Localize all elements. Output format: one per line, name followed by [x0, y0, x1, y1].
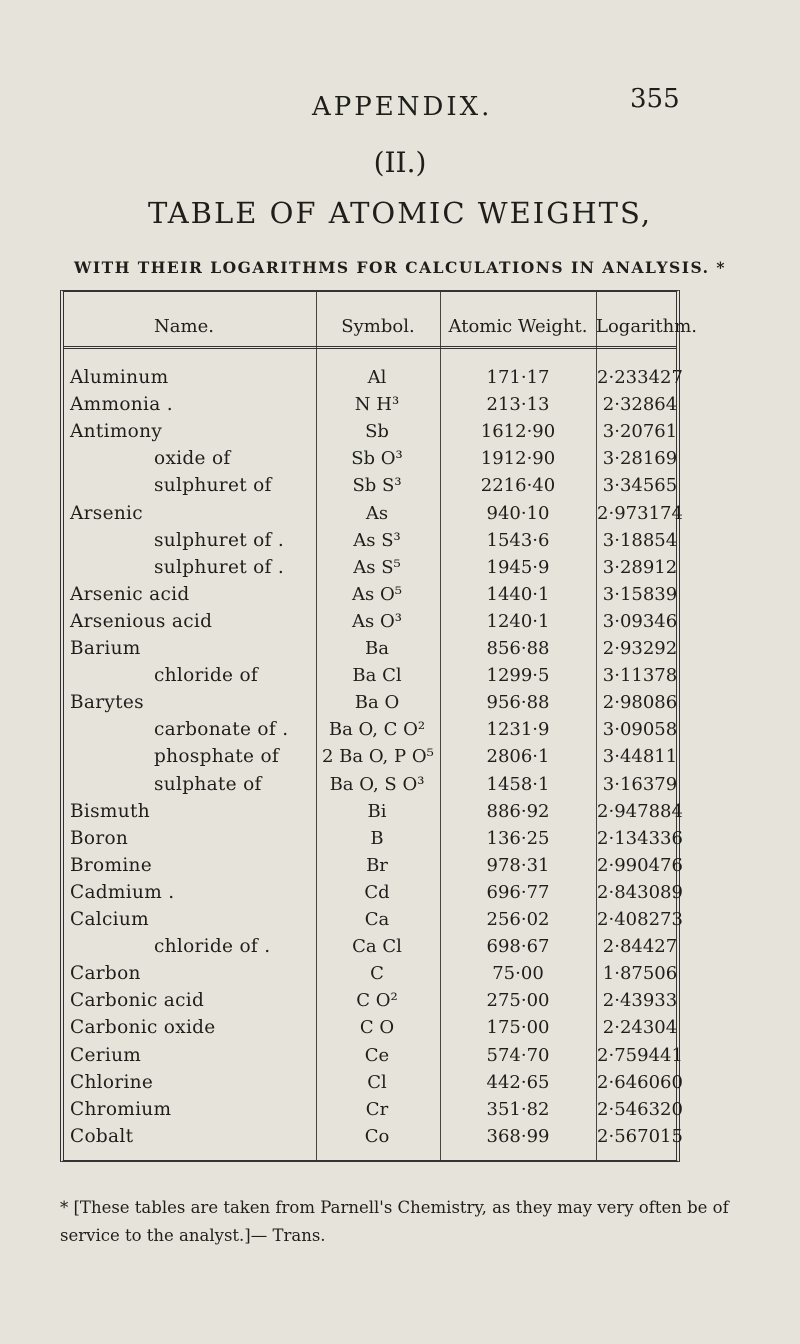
logarithm: 2·973174 [597, 502, 683, 524]
logarithm: 3·18854 [602, 529, 678, 551]
table-title: TABLE OF ATOMIC WEIGHTS, [147, 196, 653, 230]
logarithm: 3·28169 [602, 448, 678, 470]
section-label: (II.) [373, 146, 427, 179]
logarithm: 2·43933 [602, 990, 678, 1012]
element-symbol: Cr [365, 1098, 389, 1120]
atomic-weight: 1912·90 [480, 448, 556, 470]
logarithm: 3·34565 [602, 475, 678, 497]
atomic-weight: 1945·9 [486, 556, 550, 578]
table-row [64, 502, 683, 530]
atomic-weight: 574·70 [486, 1044, 550, 1066]
column-header-weight: Atomic Weight. [448, 316, 588, 337]
table-row [64, 1125, 683, 1153]
atomic-weight: 696·77 [486, 881, 550, 903]
element-name: Bismuth [70, 800, 150, 822]
element-symbol: N H³ [354, 394, 400, 416]
element-name: chloride of [154, 665, 259, 687]
logarithm: 2·843089 [597, 881, 683, 903]
logarithm: 3·09346 [602, 610, 678, 632]
logarithm: 1·87506 [602, 963, 678, 985]
element-symbol: Ca Cl [352, 936, 402, 958]
element-name: Boron [70, 827, 129, 849]
element-symbol: As S³ [353, 529, 401, 551]
table-row [64, 611, 676, 638]
logarithm: 2·24304 [602, 1017, 678, 1039]
element-symbol: Cd [364, 881, 390, 903]
element-name: Chromium [70, 1098, 172, 1120]
logarithm: 2·84427 [602, 936, 678, 958]
element-symbol: As O⁵ [352, 583, 402, 605]
logarithm: 2·567015 [597, 1125, 683, 1147]
element-name: Ammonia . [70, 394, 173, 416]
table-row [64, 421, 676, 448]
element-symbol: Ce [364, 1044, 390, 1066]
element-name: Arsenic acid [70, 583, 190, 605]
element-name: Cobalt [70, 1125, 134, 1147]
atomic-weight: 1231·9 [486, 719, 550, 741]
logarithm: 2·990476 [597, 854, 683, 876]
element-name: sulphuret of [154, 475, 272, 497]
table-row [64, 530, 676, 557]
atomic-weight: 1458·1 [486, 773, 550, 795]
element-name: Cerium [70, 1044, 142, 1066]
atomic-weight: 275·00 [486, 990, 550, 1012]
element-symbol: Sb S³ [352, 475, 402, 497]
table-row [64, 800, 683, 828]
table-row [64, 394, 676, 421]
element-name: Carbon [70, 963, 141, 985]
atomic-weight: 213·13 [486, 394, 550, 416]
logarithm: 2·93292 [602, 638, 678, 659]
element-name: sulphuret of . [154, 556, 285, 578]
atomic-weight: 1543·6 [486, 529, 550, 551]
atomic-weight: 2806·1 [486, 746, 550, 768]
logarithm: 2·98086 [602, 692, 678, 714]
atomic-weights-table [60, 290, 698, 1162]
element-name: sulphate of [154, 773, 262, 795]
element-symbol: Ca [364, 909, 390, 930]
element-name: carbonate of . [154, 719, 289, 741]
table-row [64, 746, 676, 773]
table-row [64, 774, 676, 801]
logarithm: 2·408273 [597, 909, 683, 930]
logarithm: 3·28912 [602, 556, 678, 578]
table-row [64, 1044, 683, 1072]
element-name: chloride of . [154, 936, 271, 958]
element-name: Barytes [70, 692, 144, 714]
table-row [64, 1098, 683, 1126]
element-symbol: Ba O, S O³ [329, 773, 425, 795]
table-row [64, 475, 676, 502]
logarithm: 3·09058 [602, 719, 678, 741]
logarithm: 2·947884 [597, 800, 683, 822]
element-name: Cadmium . [70, 881, 175, 903]
logarithm: 2·646060 [597, 1071, 683, 1093]
atomic-weight: 886·92 [486, 800, 550, 822]
element-symbol: Bi [367, 800, 387, 822]
footnote: * [These tables are taken from Parnell's Chemistry, as they may very often be of service to the analyst.]— Trans. [60, 1198, 729, 1245]
logarithm: 2·546320 [597, 1098, 683, 1120]
element-name: oxide of [154, 448, 231, 470]
atomic-weight: 175·00 [486, 1017, 550, 1039]
element-name: Aluminum [70, 367, 169, 388]
running-title: APPENDIX. [312, 92, 493, 122]
element-name: Chlorine [70, 1071, 154, 1093]
table-row [64, 638, 676, 665]
column-header-log: Logarithm. [596, 316, 698, 337]
table-row [64, 990, 676, 1017]
element-name: Calcium [70, 909, 149, 930]
element-symbol: B [370, 827, 384, 849]
atomic-weight: 351·82 [486, 1098, 550, 1120]
table-row [64, 584, 676, 611]
table-row [64, 1017, 676, 1044]
element-symbol: Al [367, 367, 387, 388]
logarithm: 3·44811 [602, 746, 678, 768]
element-symbol: Sb O³ [351, 448, 403, 470]
atomic-weight: 956·88 [486, 692, 550, 714]
table-row [64, 963, 676, 990]
table-row [64, 557, 676, 584]
atomic-weight: 368·99 [486, 1125, 550, 1147]
atomic-weight: 1612·90 [480, 421, 556, 443]
atomic-weight: 1240·1 [486, 610, 550, 632]
element-symbol: Ba [365, 638, 389, 659]
element-name: Barium [70, 638, 141, 659]
element-name: Arsenic [70, 502, 143, 524]
page-number: 355 [630, 84, 680, 114]
logarithm: 3·16379 [602, 773, 678, 795]
table-row [64, 827, 683, 855]
atomic-weight: 1440·1 [486, 583, 550, 605]
table-row [64, 1071, 683, 1099]
logarithm: 2·759441 [597, 1044, 683, 1066]
element-symbol: Cl [367, 1071, 387, 1093]
element-symbol: Ba Cl [352, 665, 402, 687]
table-row [64, 854, 683, 882]
element-name: Carbonic acid [70, 990, 205, 1012]
page-header [0, 84, 800, 132]
logarithm: 2·134336 [597, 827, 683, 849]
column-header-symbol: Symbol. [341, 316, 415, 337]
atomic-weight: 442·65 [486, 1071, 550, 1093]
logarithm: 2·233427 [597, 367, 683, 388]
column-header-name: Name. [154, 316, 214, 337]
atomic-weight: 75·00 [492, 963, 544, 985]
element-name: Antimony [70, 421, 163, 443]
atomic-weight: 940·10 [486, 502, 550, 524]
table-row [64, 719, 676, 746]
element-symbol: As S⁵ [353, 556, 401, 578]
element-name: phosphate of [154, 746, 280, 768]
element-symbol: As [365, 502, 389, 524]
table-row [64, 367, 683, 394]
element-symbol: As O³ [352, 610, 402, 632]
element-symbol: Br [366, 854, 388, 876]
header-rule [64, 346, 676, 349]
table-subtitle: WITH THEIR LOGARITHMS FOR CALCULATIONS IN ANALYSIS. * [74, 258, 726, 277]
element-symbol: Co [364, 1125, 390, 1147]
element-symbol: Sb [365, 421, 389, 443]
table-row [64, 936, 676, 963]
element-symbol: C [370, 963, 384, 985]
atomic-weight: 698·67 [486, 936, 550, 958]
atomic-weight: 856·88 [486, 638, 550, 659]
element-symbol: Ba O [354, 692, 400, 714]
atomic-weight: 136·25 [486, 827, 550, 849]
logarithm: 3·15839 [602, 583, 678, 605]
table-row [64, 665, 676, 692]
element-name: sulphuret of . [154, 529, 285, 551]
logarithm: 2·32864 [602, 394, 678, 416]
atomic-weight: 256·02 [486, 909, 550, 930]
element-symbol: Ba O, C O² [328, 719, 426, 741]
table-row [64, 909, 683, 936]
element-name: Arsenious acid [70, 610, 213, 632]
atomic-weight: 2216·40 [480, 475, 556, 497]
table-row [64, 692, 676, 719]
logarithm: 3·11378 [602, 665, 678, 687]
atomic-weight: 978·31 [486, 854, 550, 876]
atomic-weight: 1299·5 [486, 665, 550, 687]
element-symbol: 2 Ba O, P O⁵ [322, 746, 434, 768]
element-symbol: C O² [356, 990, 398, 1012]
table-row [64, 881, 683, 909]
logarithm: 3·20761 [602, 421, 678, 443]
element-symbol: C O [359, 1017, 395, 1039]
atomic-weight: 171·17 [486, 367, 550, 388]
element-name: Carbonic oxide [70, 1017, 216, 1039]
table-row [64, 448, 676, 475]
element-name: Bromine [70, 854, 152, 876]
